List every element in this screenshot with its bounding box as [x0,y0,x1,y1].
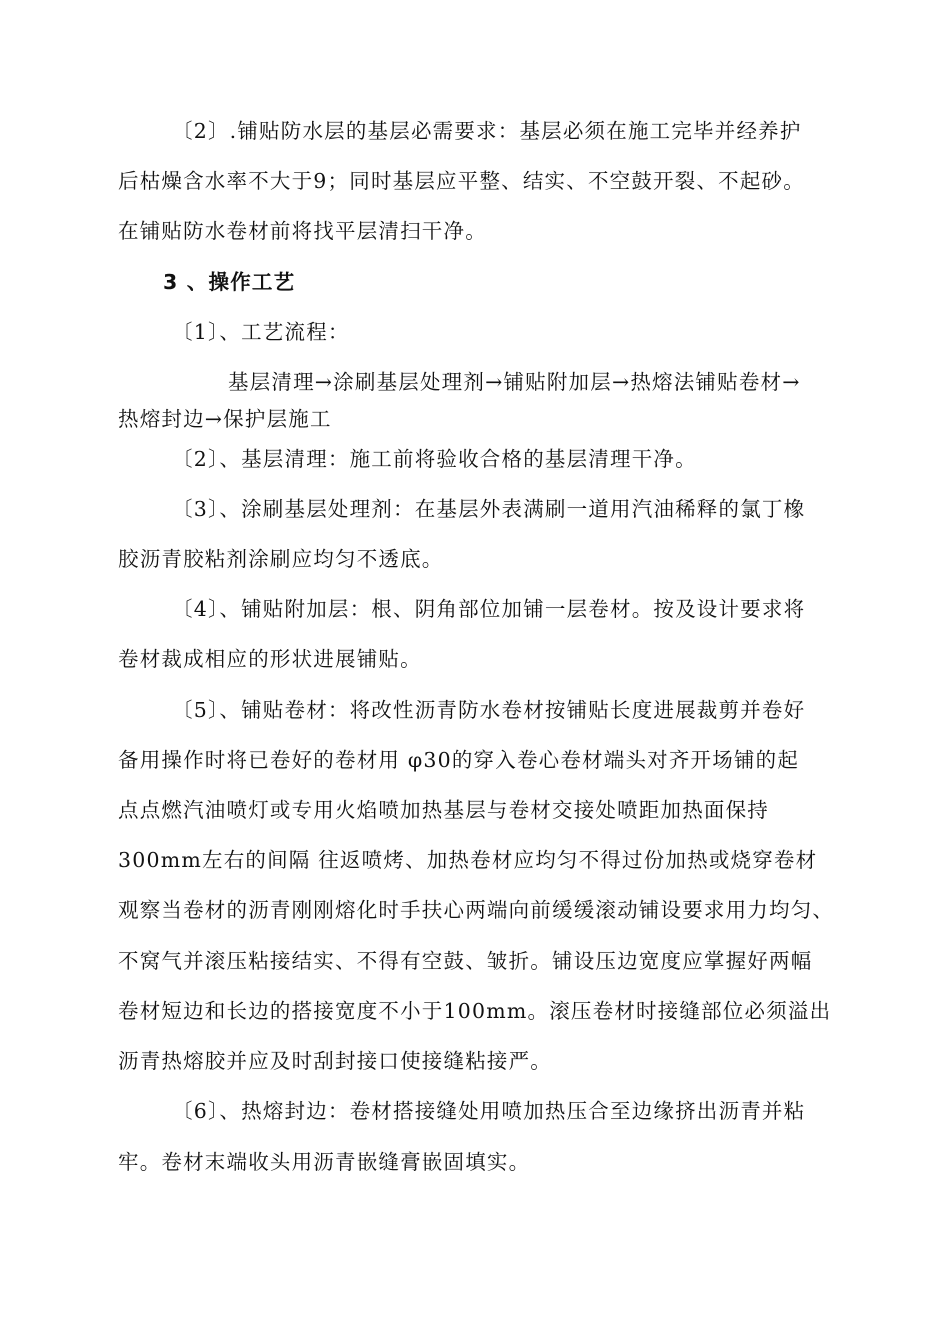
p6-line-1: 〔4〕、铺贴附加层：根、阴角部位加铺一层卷材。按及设计要求将 [172,597,806,621]
p7-line-2: 备用操作时将已卷好的卷材用 φ30的穿入卷心卷材端头对齐开场铺的起 [118,748,800,772]
p7-line-7: 卷材短边和长边的搭接宽度不小于100mm。滚压卷材时接缝部位必须溢出 [118,999,832,1023]
p8-line-1: 〔6〕、热熔封边：卷材搭接缝处用喷加热压合至边缘挤出沥青并粘 [172,1099,806,1123]
p1-line-1: 〔2〕.铺贴防水层的基层必需要求：基层必须在施工完毕并经养护 [172,119,802,143]
p6-line-2: 卷材裁成相应的形状进展铺贴。 [118,647,422,671]
p7-line-5: 观察当卷材的沥青刚刚熔化时手扶心两端向前缓缓滚动铺设要求用力均匀、 [118,898,835,922]
p3-line-2: 热熔封边→保护层施工 [118,407,332,431]
p5-line-2: 胶沥青胶粘剂涂刷应均匀不透底。 [118,547,444,571]
p8-line-2: 牢。卷材末端收头用沥青嵌缝膏嵌固填实。 [118,1150,531,1174]
p4-line-1: 〔2〕、基层清理：施工前将验收合格的基层清理干净。 [172,447,697,471]
p7-line-8: 沥青热熔胶并应及时刮封接口使接缝粘接严。 [118,1049,552,1073]
p7-line-3: 点点燃汽油喷灯或专用火焰喷加热基层与卷材交接处喷距加热面保持 [118,798,769,822]
p7-line-1: 〔5〕、铺贴卷材：将改性沥青防水卷材按铺贴长度进展裁剪并卷好 [172,698,806,722]
p7-line-6: 不窝气并滚压粘接结实、不得有空鼓、皱折。铺设压边宽度应掌握好两幅 [118,949,813,973]
p2-line-1: 〔1〕、工艺流程： [172,320,350,344]
section-heading: 3 、操作工艺 [163,270,296,294]
p5-line-1: 〔3〕、涂刷基层处理剂：在基层外表满刷一道用汽油稀释的氯丁橡 [172,497,806,521]
p7-line-4: 300mm左右的间隔 往返喷烤、加热卷材应均匀不得过份加热或烧穿卷材 [118,848,818,872]
p3-line-1: 基层清理→涂刷基层处理剂→铺贴附加层→热熔法铺贴卷材→ [228,370,801,394]
p1-line-3: 在铺贴防水卷材前将找平层清扫干净。 [118,219,487,243]
p1-line-2: 后枯燥含水率不大于9；同时基层应平整、结实、不空鼓开裂、不起砂。 [118,169,805,193]
